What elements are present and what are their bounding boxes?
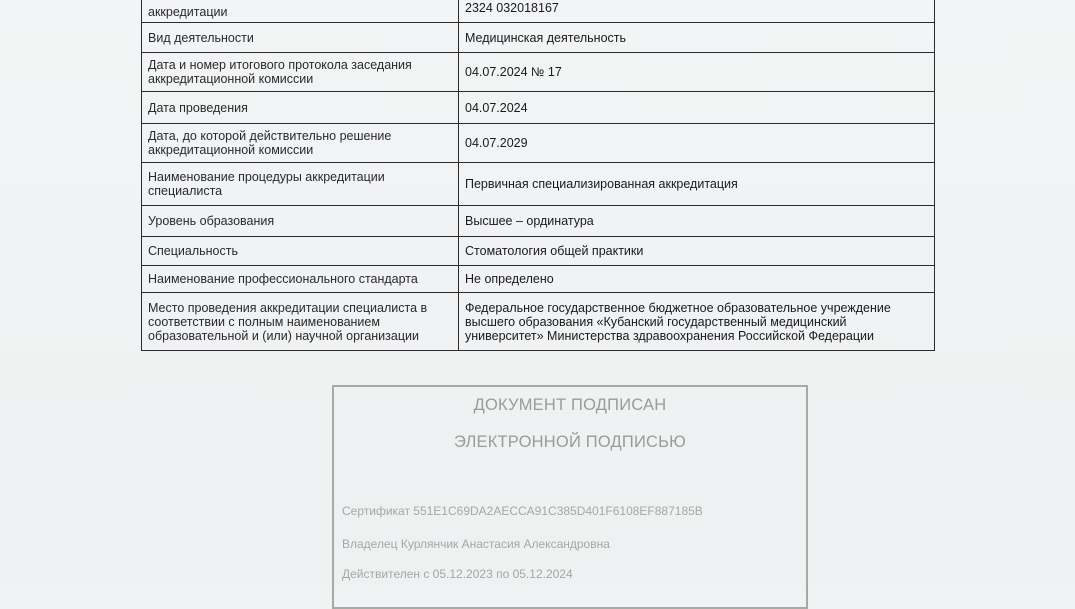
- table-row: [142, 206, 935, 237]
- row-label: Дата, до которой действительно решение аккредитационной комиссии: [142, 124, 459, 163]
- table-row: [142, 23, 935, 53]
- row-value: Стоматология общей практики: [459, 237, 935, 266]
- table-row: [142, 237, 935, 266]
- row-value: Федеральное государственное бюджетное образовательное учреждение высшего образования «Кубанский государственный медицинский университет» Министерства здравоохранения Российской Федерации: [459, 293, 935, 351]
- stamp-title-line2: ЭЛЕКТРОННОЙ ПОДПИСЬЮ: [453, 433, 687, 451]
- accreditation-table: [141, 0, 935, 351]
- stamp-owner: Владелец Курлянчик Анастасия Александровна: [342, 537, 610, 551]
- row-label: Место проведения аккредитации специалиста в соответствии с полным наименованием образовательной и (или) научной организации: [142, 293, 459, 351]
- table-row: [142, 92, 935, 124]
- row-label: Наименование процедуры аккредитации специалиста: [142, 163, 459, 206]
- row-label: аккредитации: [142, 0, 459, 23]
- table-row: [142, 266, 935, 293]
- table-row: [142, 0, 935, 23]
- row-value: 04.07.2029: [459, 124, 935, 163]
- row-value: Медицинская деятельность: [459, 23, 935, 53]
- row-label: Вид деятельности: [142, 23, 459, 53]
- row-value: Высшее – ординатура: [459, 206, 935, 237]
- electronic-signature-stamp: [332, 385, 808, 609]
- row-label: Специальность: [142, 237, 459, 266]
- table-row: [142, 124, 935, 163]
- row-value: 04.07.2024 № 17: [459, 53, 935, 92]
- row-label: Наименование профессионального стандарта: [142, 266, 459, 293]
- row-label: Дата проведения: [142, 92, 459, 124]
- table-row: [142, 293, 935, 351]
- row-value: Не определено: [459, 266, 935, 293]
- row-label: Дата и номер итогового протокола заседания аккредитационной комиссии: [142, 53, 459, 92]
- stamp-validity: Действителен с 05.12.2023 по 05.12.2024: [342, 567, 573, 581]
- table-row: [142, 163, 935, 206]
- row-value: 04.07.2024: [459, 92, 935, 124]
- stamp-certificate: Сертификат 551E1C69DA2AECCA91C385D401F6108EF887185B: [342, 504, 703, 518]
- row-value: 2324 032018167: [459, 0, 935, 23]
- table-row: [142, 53, 935, 92]
- row-label: Уровень образования: [142, 206, 459, 237]
- stamp-title-line1: ДОКУМЕНТ ПОДПИСАН: [473, 396, 667, 414]
- row-value: Первичная специализированная аккредитация: [459, 163, 935, 206]
